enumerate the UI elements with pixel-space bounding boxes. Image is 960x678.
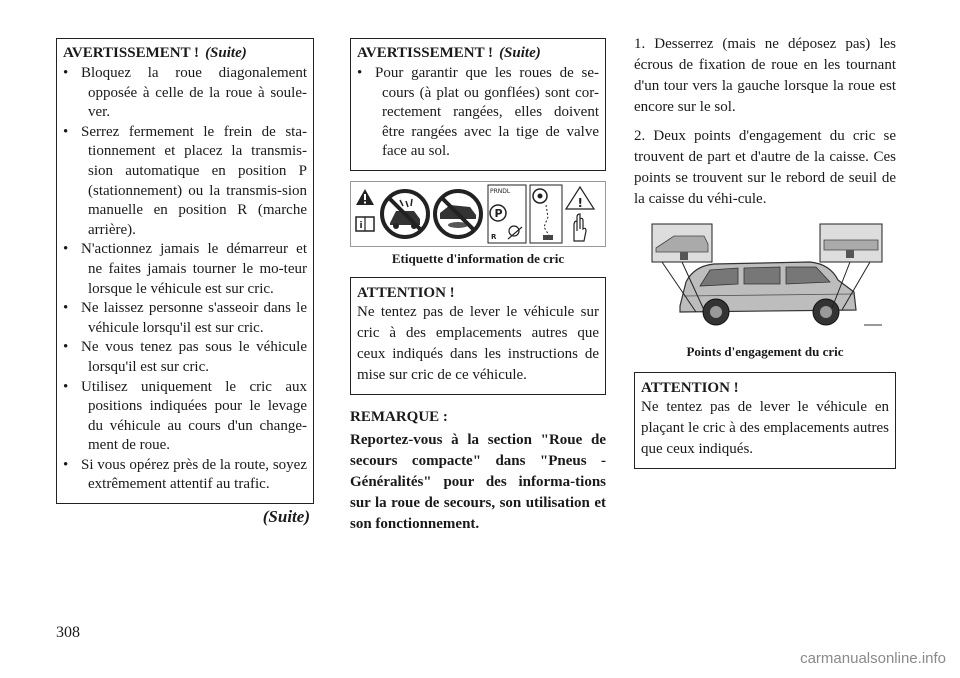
attention-text: Ne tentez pas de lever le véhicule en plaçant le cric à des emplacements autres que ceux indiqués.: [641, 399, 889, 457]
warning-heading: AVERTISSEMENT ! (Suite): [357, 45, 541, 61]
attention-box-2: [634, 372, 896, 469]
list-item: • Serrez fermement le frein de sta-tionnement et placez la transmis-sion automatique en position P (stationnement) ou la transmis-sion manuelle en position R (marche arrière).: [70, 123, 307, 241]
attention-heading: ATTENTION !: [641, 380, 739, 396]
svg-text:PRNDL: PRNDL: [490, 187, 511, 195]
attention-heading: ATTENTION !: [357, 284, 455, 301]
step-1: 1. Desserrez (mais ne déposez pas) les écrous de fixation de roue en les tournant d'un tour vers la gauche lorsque la roue est encore sur le sol.: [634, 36, 896, 115]
attention-text: Ne tentez pas de lever le véhicule sur cric à des emplacements autres que ceux indiqués dans les instructions de mise sur cric de ce véhicule.: [357, 303, 599, 383]
jack-points-illustration: [634, 222, 896, 340]
warning-list: [357, 64, 599, 162]
figure-caption: Points d'engagement du cric: [686, 344, 844, 359]
svg-text:i: i: [359, 220, 363, 231]
list-item: • Ne vous tenez pas sous le véhicule lorsqu'il est sur cric.: [70, 338, 307, 377]
no-engine-run-icon: [382, 191, 428, 237]
warning-suite: (Suite): [205, 45, 247, 61]
figure-caption: Etiquette d'information de cric: [391, 250, 565, 266]
continued-footer: (Suite): [262, 507, 310, 527]
warning-suite: (Suite): [499, 45, 541, 61]
remark-heading: REMARQUE :: [350, 408, 448, 425]
watermark-link[interactable]: carmanualsonline.info: [800, 650, 946, 667]
list-item: • Utilisez uniquement le cric aux positions indiquées pour le levage du véhicule au cours d'un change-ment de roue.: [70, 378, 307, 456]
svg-text:R: R: [491, 232, 497, 241]
list-item: • N'actionnez jamais le démarreur et ne faites jamais tourner le mo-teur lorsque le véhicule est sur cric.: [70, 240, 307, 299]
list-item: • Bloquez la roue diagonalement opposée à celle de la roue à soule-ver.: [70, 64, 307, 123]
no-under-vehicle-icon: [435, 191, 481, 237]
list-item: • Si vous opérez près de la route, soyez extrêmement attentif au trafic.: [70, 456, 307, 495]
svg-text:!: !: [577, 195, 583, 210]
column-middle: [350, 38, 606, 535]
svg-text:P: P: [494, 206, 503, 220]
step-2: 2. Deux points d'engagement du cric se trouvent de part et d'autre de la caisse. Ces points se trouvent sur le rebord de seuil de la caisse du véhi-cule.: [634, 128, 896, 207]
warning-box-1: [56, 38, 314, 504]
list-item: • Pour garantir que les roues de se-cours (à plat ou gonflées) sont cor-rectement rangées, elles doivent être rangées avec la tige de valve face au sol.: [364, 64, 599, 162]
page-number: 308: [56, 624, 80, 641]
column-right: [634, 34, 896, 469]
park-gear-icon: [488, 185, 526, 243]
remark-text: Reportez-vous à la section "Roue de secours compacte" dans "Pneus - Généralités" pour des informa-tions sur la roue de secours, son utilisation et son fonctionnement.: [350, 431, 606, 532]
warning-list: [63, 64, 307, 495]
column-left: [56, 38, 314, 527]
jack-position-icon: [530, 185, 562, 243]
list-item: • Ne laissez personne s'asseoir dans le véhicule lorsqu'il est sur cric.: [70, 299, 307, 338]
warning-heading: AVERTISSEMENT ! (Suite): [63, 45, 247, 61]
attention-box-1: [350, 277, 606, 395]
jack-label-illustration: [350, 181, 606, 247]
warning-box-2: [350, 38, 606, 171]
